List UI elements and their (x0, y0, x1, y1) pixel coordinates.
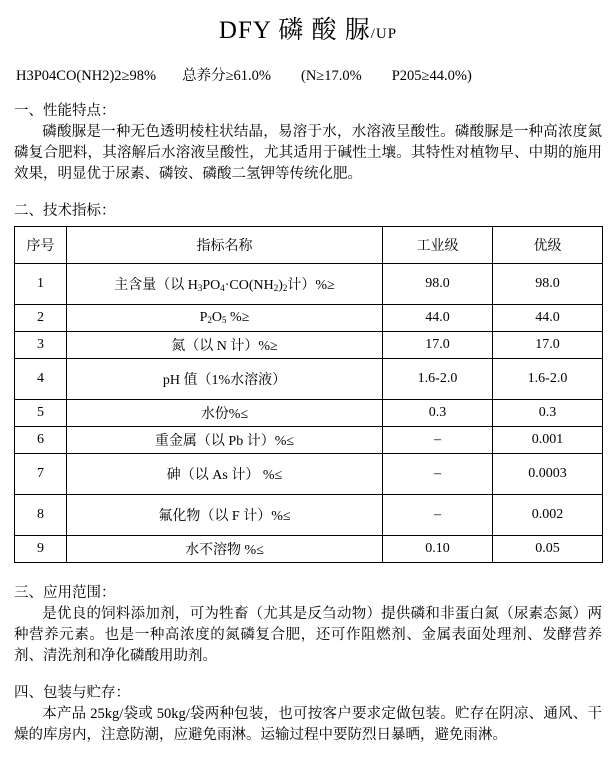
section-heading-application: 三、应用范围： (14, 585, 116, 601)
page-title-main: DFY 磷 酸 脲 (218, 17, 371, 44)
table-cell-superior: 0.001 (493, 427, 603, 454)
specifications-table (14, 226, 603, 563)
table-cell-no: 6 (15, 427, 67, 454)
table-cell-name: $P_2O_5$ %≥ (67, 305, 383, 332)
table-cell-no: 1 (15, 264, 67, 305)
section-heading-specs: 二、技术指标： (14, 203, 116, 219)
formula-part-1: H3P04CO(NH2)2≥98% (16, 68, 157, 84)
table-cell-name: 水不溶物 %≤ (67, 536, 383, 563)
table-cell-name: 氮（以 N 计）%≥ (67, 332, 383, 359)
formula-part-3: (N≥17.0% (301, 68, 362, 84)
table-cell-name: 重金属（以 Pb 计）%≤ (67, 427, 383, 454)
table-header-superior: 优级 (493, 227, 603, 264)
formula-line (14, 64, 602, 85)
section-heading-packaging: 四、包装与贮存： (14, 685, 130, 701)
table-cell-no: 3 (15, 332, 67, 359)
table-cell-industrial: – (383, 495, 493, 536)
table-row (15, 454, 603, 495)
table-cell-name: 氟化物（以 F 计）%≤ (67, 495, 383, 536)
table-cell-industrial: 98.0 (383, 264, 493, 305)
page-title (14, 10, 602, 46)
paragraph-text: 本产品 25kg/袋或 50kg/袋两种包装，也可按客户要求定做包装。贮存在阴凉、通风、干燥的库房内，注意防潮，应避免雨淋。运输过程中要防烈日暴晒，避免雨淋。 (14, 706, 602, 743)
table-header-industrial: 工业级 (383, 227, 493, 264)
table-row (15, 536, 603, 563)
section-paragraph-performance (14, 122, 602, 185)
table-cell-superior: 98.0 (493, 264, 603, 305)
table-cell-no: 7 (15, 454, 67, 495)
table-row (15, 427, 603, 454)
section-paragraph-packaging (14, 704, 602, 746)
table-cell-industrial: – (383, 454, 493, 495)
table-cell-no: 2 (15, 305, 67, 332)
table-row (15, 305, 603, 332)
table-cell-superior: 0.002 (493, 495, 603, 536)
table-header-no: 序号 (15, 227, 67, 264)
table-cell-superior: 17.0 (493, 332, 603, 359)
table-row (15, 400, 603, 427)
table-cell-name: 水份%≤ (67, 400, 383, 427)
table-cell-superior: 0.3 (493, 400, 603, 427)
table-header-name: 指标名称 (67, 227, 383, 264)
table-cell-name: 主含量（以 $H_3PO_4\cdot CO(NH_2)_2$计）%≥ (67, 264, 383, 305)
table-cell-superior: 0.05 (493, 536, 603, 563)
table-row (15, 495, 603, 536)
table-row (15, 332, 603, 359)
section-paragraph-application (14, 604, 602, 667)
paragraph-text: 是优良的饲料添加剂，可为牲畜（尤其是反刍动物）提供磷和非蛋白氮（尿素态氮）两种营养元素。也是一种高浓度的氮磷复合肥，还可作阻燃剂、金属表面处理剂、发酵营养剂、清洗剂和净化磷酸用助剂。 (14, 606, 602, 664)
table-cell-superior: 0.0003 (493, 454, 603, 495)
table-cell-superior: 1.6-2.0 (493, 359, 603, 400)
formula-part-4: P205≥44.0%) (391, 68, 472, 84)
document-page (0, 10, 616, 757)
table-cell-no: 9 (15, 536, 67, 563)
table-cell-name: pH 值（1%水溶液） (67, 359, 383, 400)
table-cell-no: 4 (15, 359, 67, 400)
table-cell-no: 8 (15, 495, 67, 536)
table-cell-superior: 44.0 (493, 305, 603, 332)
formula-part-2: 总养分≥61.0% (182, 68, 271, 84)
table-cell-industrial: 1.6-2.0 (383, 359, 493, 400)
paragraph-text: 磷酸脲是一种无色透明棱柱状结晶，易溶于水，水溶液呈酸性。磷酸脲是一种高浓度氮磷复合肥料，其溶解后水溶液呈酸性，尤其适用于碱性土壤。其特性对植物早、中期的施用效果，明显优于尿素、磷铵、磷酸二氢钾等传统化肥。 (14, 124, 602, 182)
table-cell-industrial: 0.10 (383, 536, 493, 563)
table-cell-industrial: 44.0 (383, 305, 493, 332)
section-heading-performance: 一、性能特点： (14, 103, 116, 119)
table-cell-name: 砷（以 As 计） %≤ (67, 454, 383, 495)
table-row (15, 359, 603, 400)
table-cell-industrial: 0.3 (383, 400, 493, 427)
table-header-row (15, 227, 603, 264)
page-title-suffix: /UP (370, 26, 398, 42)
table-cell-no: 5 (15, 400, 67, 427)
table-row (15, 264, 603, 305)
table-cell-industrial: – (383, 427, 493, 454)
table-cell-industrial: 17.0 (383, 332, 493, 359)
